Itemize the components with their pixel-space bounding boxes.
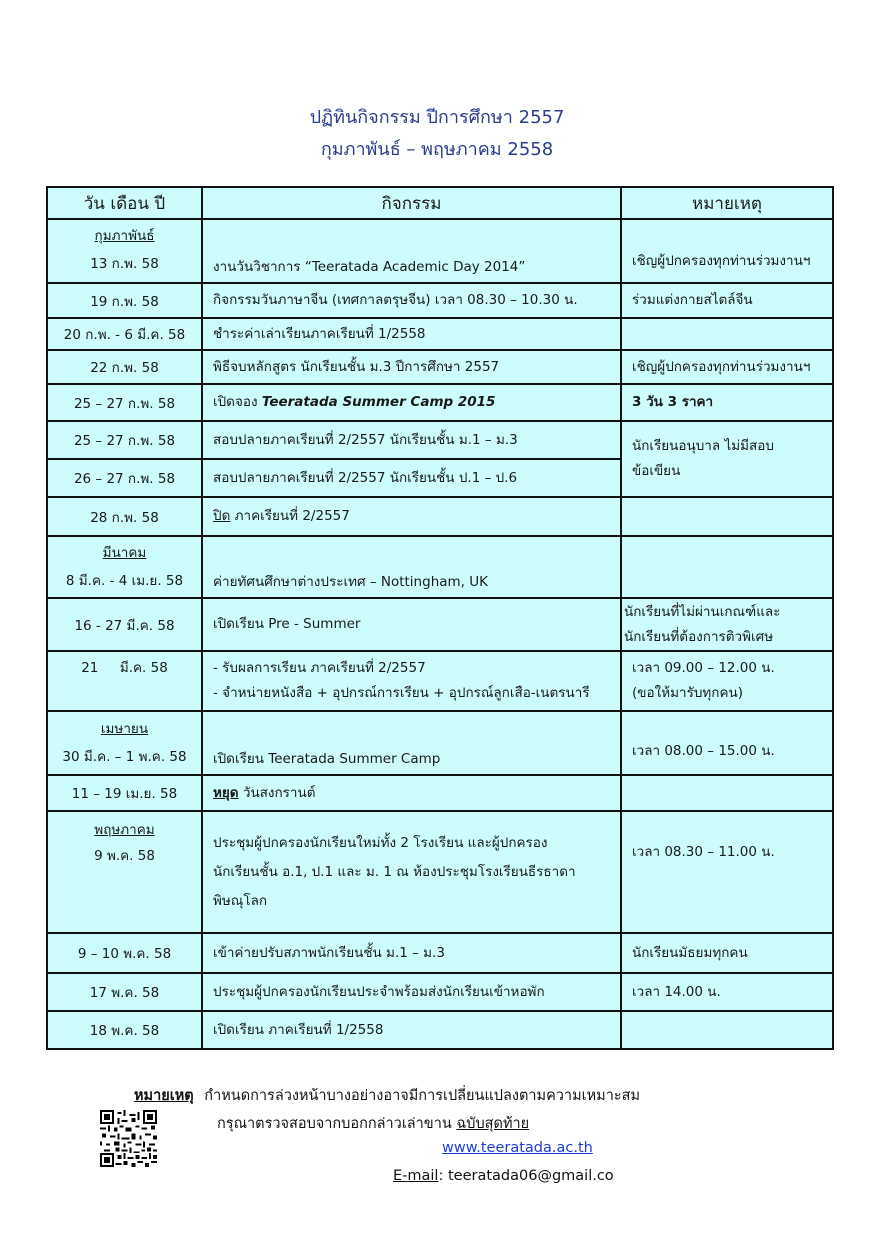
note-cell [621, 775, 833, 811]
note-line: นักเรียนที่ไม่ผ่านเกณฑ์และ [624, 603, 781, 620]
table-row [47, 775, 833, 811]
final-version-label: ฉบับสุดท้าย [456, 1116, 530, 1132]
activity-cell: ประชุมผู้ปกครองนักเรียนประจำพร้อมส่งนักเรียนเข้าหอพัก [202, 973, 621, 1011]
website-line [442, 1140, 593, 1156]
email-value[interactable]: : teeratada06@gmail.co [438, 1168, 614, 1184]
header-activity: กิจกรรม [202, 187, 621, 219]
activity-cell: ชำระค่าเล่าเรียนภาคเรียนที่ 1/2558 [202, 318, 621, 350]
page-title: ปฏิทินกิจกรรม ปีการศึกษา 2557 [309, 107, 565, 128]
month-heading: พฤษภาคม [94, 822, 155, 838]
date-cell: 25 – 27 ก.พ. 58 [47, 421, 202, 459]
table-row [47, 711, 833, 775]
activity-calendar-table [46, 186, 834, 1050]
note-cell [621, 598, 833, 651]
note-cell: 3 วัน 3 ราคา [621, 384, 833, 421]
date-cell [47, 219, 202, 283]
activity-cell: กิจกรรมวันภาษาจีน (เทศกาลตรุษจีน) เวลา 08.30 – 10.30 น. [202, 283, 621, 318]
remark-line [134, 1084, 640, 1107]
activity-cell: เปิดเรียน Teeratada Summer Camp [202, 711, 621, 775]
date-cell: 17 พ.ค. 58 [47, 973, 202, 1011]
note-cell: เวลา 08.00 – 15.00 น. [621, 711, 833, 775]
date-cell: 28 ก.พ. 58 [47, 497, 202, 536]
note-cell: เชิญผู้ปกครองทุกท่านร่วมงานฯ [621, 350, 833, 384]
email-label: E-mail [393, 1168, 439, 1184]
date-cell: 22 ก.พ. 58 [47, 350, 202, 384]
date-cell: 11 – 19 เม.ย. 58 [47, 775, 202, 811]
check-text: กรุณาตรวจสอบจากบอกกล่าวเล่าขาน [217, 1116, 457, 1132]
table-row [47, 219, 833, 283]
summer-camp-booking: Teeratada Summer Camp 2015 [261, 394, 496, 410]
activity-line: นักเรียนชั้น อ.1, ป.1 และ ม. 1 ณ ห้องประชุมโรงเรียนธีรธาดา [213, 863, 576, 880]
note-cell [621, 536, 833, 598]
note-line: (ขอให้มารับทุกคน) [632, 685, 743, 701]
table-row [47, 651, 833, 711]
activity-cell: สอบปลายภาคเรียนที่ 2/2557 นักเรียนชั้น ม.1 – ม.3 [202, 421, 621, 459]
table-row [47, 1011, 833, 1049]
date-cell: 9 – 10 พ.ค. 58 [47, 933, 202, 973]
note-cell [621, 318, 833, 350]
page-subtitle: กุมภาพันธ์ – พฤษภาคม 2558 [320, 139, 554, 160]
note-line: นักเรียนอนุบาล ไม่มีสอบ [632, 438, 774, 454]
table-row [47, 384, 833, 421]
website-link[interactable]: www.teeratada.ac.th [442, 1140, 593, 1156]
table-row [47, 318, 833, 350]
note-cell [621, 421, 833, 497]
date-cell [47, 711, 202, 775]
note-line: เวลา 09.00 – 12.00 น. [632, 660, 775, 676]
closed-label: ปิด [213, 508, 231, 524]
note-cell: เวลา 08.30 – 11.00 น. [621, 811, 833, 933]
date-cell: 26 – 27 ก.พ. 58 [47, 459, 202, 497]
activity-line: ประชุมผู้ปกครองนักเรียนใหม่ทั้ง 2 โรงเรียน และผู้ปกครอง [213, 834, 548, 851]
note-cell: เชิญผู้ปกครองทุกท่านร่วมงานฯ [621, 219, 833, 283]
table-row [47, 350, 833, 384]
note-cell: นักเรียนมัธยมทุกคน [621, 933, 833, 973]
activity-cell [202, 811, 621, 933]
remark-text: กำหนดการล่วงหน้าบางอย่างอาจมีการเปลี่ยนแปลงตามความเหมาะสม [204, 1088, 641, 1104]
date-cell: 25 – 27 ก.พ. 58 [47, 384, 202, 421]
activity-cell [202, 775, 621, 811]
qr-code-icon [100, 1110, 157, 1167]
email-line [393, 1168, 614, 1184]
table-row [47, 421, 833, 459]
date-text: 13 ก.พ. 58 [90, 256, 159, 272]
activity-text: ภาคเรียนที่ 2/2557 [230, 508, 350, 524]
date-cell [47, 536, 202, 598]
header-date: วัน เดือน ปี [47, 187, 202, 219]
activity-line: พิษณุโลก [213, 892, 268, 909]
note-cell [621, 651, 833, 711]
activity-cell [202, 651, 621, 711]
date-cell: 20 ก.พ. - 6 มี.ค. 58 [47, 318, 202, 350]
table-row [47, 811, 833, 933]
activity-cell [202, 497, 621, 536]
month-heading: กุมภาพันธ์ [94, 228, 155, 244]
table-row [47, 973, 833, 1011]
activity-line: - รับผลการเรียน ภาคเรียนที่ 2/2557 [213, 660, 426, 676]
remark-label: หมายเหตุ [134, 1088, 194, 1104]
date-text: 30 มี.ค. – 1 พ.ค. 58 [62, 749, 187, 765]
header-note: หมายเหตุ [621, 187, 833, 219]
month-heading: มีนาคม [102, 545, 147, 561]
activity-cell: ค่ายทัศนศึกษาต่างประเทศ – Nottingham, UK [202, 536, 621, 598]
holiday-label: หยุด [213, 784, 239, 801]
activity-prefix: เปิดจอง [213, 394, 262, 410]
date-text: 8 มี.ค. - 4 เม.ย. 58 [65, 573, 184, 589]
note-line: นักเรียนที่ต้องการติวพิเศษ [624, 628, 774, 645]
date-cell: 18 พ.ค. 58 [47, 1011, 202, 1049]
table-row [47, 283, 833, 318]
note-cell: เวลา 14.00 น. [621, 973, 833, 1011]
table-row [47, 598, 833, 651]
date-text: 9 พ.ค. 58 [94, 848, 155, 864]
table-row [47, 497, 833, 536]
date-cell [47, 811, 202, 933]
note-line: ข้อเขียน [632, 463, 681, 479]
activity-cell: เปิดเรียน Pre - Summer [202, 598, 621, 651]
note-cell [621, 1011, 833, 1049]
check-line [217, 1112, 529, 1135]
activity-cell: พิธีจบหลักสูตร นักเรียนชั้น ม.3 ปีการศึกษา 2557 [202, 350, 621, 384]
note-cell: ร่วมแต่งกายสไตล์จีน [621, 283, 833, 318]
activity-cell: เข้าค่ายปรับสภาพนักเรียนชั้น ม.1 – ม.3 [202, 933, 621, 973]
table-row [47, 536, 833, 598]
note-cell [621, 497, 833, 536]
activity-text: วันสงกรานต์ [238, 784, 316, 801]
activity-cell: เปิดเรียน ภาคเรียนที่ 1/2558 [202, 1011, 621, 1049]
table-row [47, 933, 833, 973]
date-cell: 19 ก.พ. 58 [47, 283, 202, 318]
date-cell: 21 มี.ค. 58 [47, 651, 202, 711]
month-heading: เมษายน [100, 721, 149, 737]
activity-cell [202, 384, 621, 421]
activity-cell: สอบปลายภาคเรียนที่ 2/2557 นักเรียนชั้น ป.1 – ป.6 [202, 459, 621, 497]
activity-cell: งานวันวิชาการ “Teeratada Academic Day 2014” [202, 219, 621, 283]
date-cell: 16 - 27 มี.ค. 58 [47, 598, 202, 651]
activity-line: - จำหน่ายหนังสือ + อุปกรณ์การเรียน + อุปกรณ์ลูกเสือ-เนตรนารี [213, 685, 590, 701]
table-header-row [47, 187, 833, 219]
